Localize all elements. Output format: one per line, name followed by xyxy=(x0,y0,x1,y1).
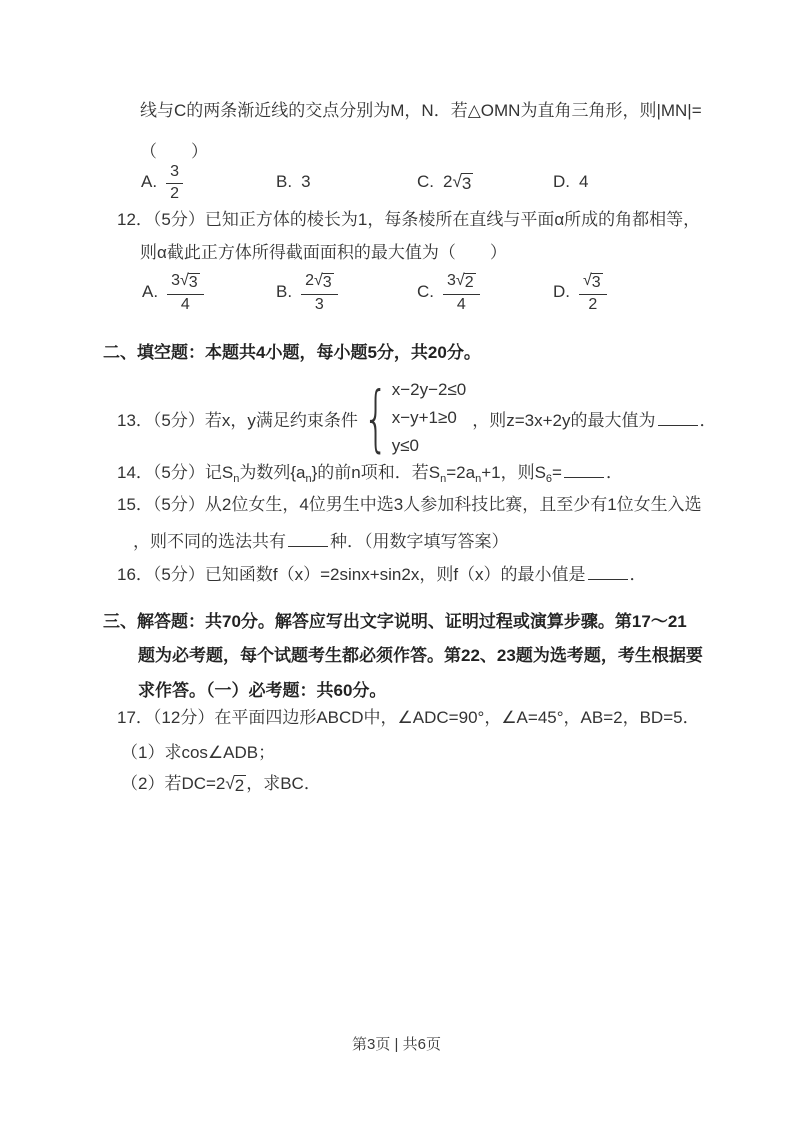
sqrt-sign: √ xyxy=(452,172,462,191)
q11-text: 线与C的两条渐近线的交点分别为M，N．若△OMN为直角三角形，则|MN|= xyxy=(140,101,702,120)
q17-part2: （2）若DC=2 √ 2 ，求BC． xyxy=(121,774,321,795)
q12-option-c xyxy=(417,270,480,314)
page-footer xyxy=(0,1036,793,1054)
subscript: n xyxy=(440,473,447,486)
subscript: n xyxy=(475,473,482,486)
fraction: 2 √ 3 3 xyxy=(301,272,338,313)
q11-option-b xyxy=(276,163,311,201)
fraction: 3 √ 2 4 xyxy=(443,272,480,313)
sqrt-sign: √ xyxy=(583,271,592,289)
radical: √ 3 xyxy=(583,271,601,291)
q13-constraints xyxy=(392,376,467,460)
fraction: $\frac{3}{2}$ xyxy=(166,163,183,202)
q12-option-b-label: B. xyxy=(276,282,293,301)
q12-line2: 则α截此正方体所得截面面积的最大值为（ ） xyxy=(140,243,507,262)
q11-option-c-value: 2 √ 3 xyxy=(443,172,472,193)
section3-heading-line2: 题为必考题，每个试题考生都必须作答。第22、23题为选考题，考生根据要 xyxy=(138,646,703,665)
q13-line xyxy=(117,376,717,460)
answer-blank xyxy=(658,407,698,426)
q12-option-c-label: C. xyxy=(417,282,434,301)
system-brace: { xyxy=(363,376,389,460)
q13-constraint-3: y≤0 xyxy=(391,436,419,455)
q13-constraint-1: x−2y−2≤0 xyxy=(391,380,467,399)
fraction: √ 3 2 xyxy=(579,272,607,313)
radical: √ 3 xyxy=(452,172,472,193)
q11-option-d-value: 4 xyxy=(579,172,589,191)
q17-line1: 17．（12分）在平面四边形ABCD中，∠ADC=90°，∠A=45°，AB=2，BD=5． xyxy=(117,708,700,727)
subscript: n xyxy=(305,473,312,486)
radical: √ 3 xyxy=(179,271,198,291)
q17-part1: （1）求cos∠ADB； xyxy=(121,743,276,762)
q12-line1: 12．（5分）已知正方体的棱长为1，每条棱所在直线与平面α所成的角都相等， xyxy=(117,210,701,229)
subscript: n xyxy=(233,473,240,486)
radical: √ 2 xyxy=(455,271,474,291)
q11-option-c xyxy=(417,163,473,201)
q16-line: 16．（5分）已知函数f（x）=2sinx+sin2x，则f（x）的最小值是 ． xyxy=(117,561,647,585)
page-number: 第3页 | 共6页 xyxy=(352,1036,441,1053)
fraction: 3 √ 3 4 xyxy=(167,272,204,313)
q13-suffix: ，则z=3x+2y的最大值为 ． xyxy=(472,406,716,431)
q11-continuation-line xyxy=(140,101,702,121)
q12-option-a-label: A. xyxy=(142,282,159,301)
answer-blank xyxy=(564,459,604,478)
sqrt-sign: √ xyxy=(313,271,323,289)
q11-option-a-label: A. xyxy=(141,172,158,191)
sqrt-sign: √ xyxy=(179,271,189,289)
q11-option-a xyxy=(141,163,183,201)
sqrt-sign: √ xyxy=(225,774,235,793)
section3-heading-line1: 三、解答题：共70分。解答应写出文字说明、证明过程或演算步骤。第17～21 xyxy=(103,612,687,631)
section2-heading: 二、填空题：本题共4小题，每小题5分，共20分。 xyxy=(103,343,481,362)
q13-prefix: 13．（5分）若x，y满足约束条件 xyxy=(117,410,358,430)
q15-line2: ，则不同的选法共有 种．（用数字填写答案） xyxy=(133,528,509,552)
q12-option-b xyxy=(276,270,338,314)
q11-option-d xyxy=(553,163,588,201)
q11-option-d-label: D. xyxy=(553,172,570,191)
q11-option-b-label: B. xyxy=(276,172,293,191)
q12-option-d-label: D. xyxy=(553,282,570,301)
q11-paren: （ ） xyxy=(140,142,208,161)
q11-option-b-value: 3 xyxy=(301,172,311,191)
sqrt-sign: √ xyxy=(455,271,465,289)
section3-heading-line3: 求作答。（一）必考题：共60分。 xyxy=(138,681,387,700)
q12-option-d xyxy=(553,270,607,314)
q11-option-c-label: C. xyxy=(417,172,434,191)
q11-paren-line xyxy=(140,142,208,162)
answer-blank xyxy=(588,561,628,580)
q12-option-a xyxy=(142,270,204,314)
q15-line1: 15．（5分）从2位女生，4位男生中选3人参加科技比赛，且至少有1位女生入选 xyxy=(117,495,702,514)
radical: √ 2 xyxy=(225,774,245,795)
subscript: 6 xyxy=(545,473,553,486)
radical: √ 3 xyxy=(313,271,332,291)
q14-line: 14．（5分）记$S_n$为数列$\{a_n\}$的前n项和．若$S_n=2a_n+1$，则$S_6=$ ． xyxy=(117,459,623,483)
q13-constraint-2: x−y+1≥0 xyxy=(391,408,457,427)
answer-blank xyxy=(288,528,328,547)
